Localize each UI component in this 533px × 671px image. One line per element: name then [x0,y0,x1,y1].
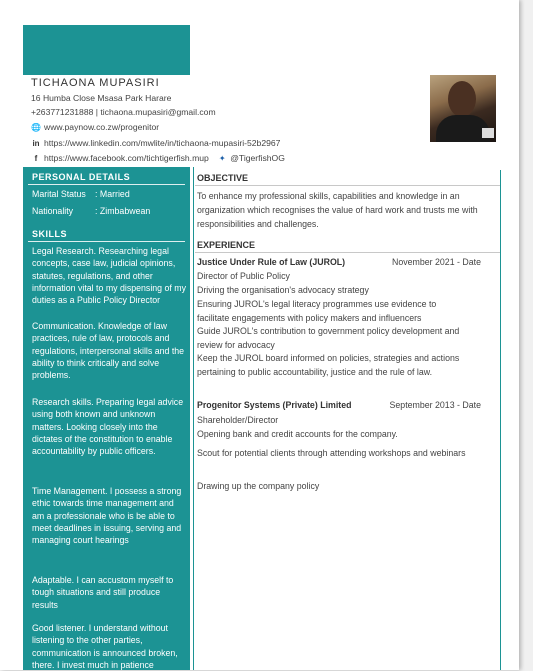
job-duty: Scout for potential clients through attending workshops and webinars [197,448,466,458]
address: 16 Humba Close Msasa Park Harare [31,93,172,103]
job-duty: Keep the JUROL board informed on policies, strategies and actions pertaining to public accountability, justice and the rule of law. [197,353,460,377]
divider [28,241,185,242]
job-role: Shareholder/Director [197,415,279,425]
job-duty: Drawing up the company policy [197,481,320,491]
job-duty: Guide JUROL's contribution to government policy development and review for advocacy [197,326,460,350]
divider [195,185,500,186]
linkedin-link[interactable]: https://www.linkedin.com/mwlite/in/tichaona-mupasiri-52b2967 [44,138,281,148]
linkedin-line [31,138,280,148]
website-line [31,122,159,132]
experience-heading: EXPERIENCE [197,240,256,250]
profile-photo [430,75,496,142]
twitter-handle[interactable]: @TigerfishOG [230,153,285,163]
facebook-link[interactable]: https://www.facebook.com/tichtigerfish.mup [44,153,209,163]
objective-heading: OBJECTIVE [197,173,249,183]
job-duty: Ensuring JUROL's legal literacy programmes use evidence to facilitate engagements with policy makers and influencers [197,299,437,323]
main-left-border [193,167,194,670]
job-role: Director of Public Policy [197,271,290,281]
job-org: Justice Under Rule of Law (JUROL) [197,257,346,267]
facebook-icon: f [34,154,38,163]
job-duty: Driving the organisation's advocacy strategy [197,285,369,295]
globe-icon: 🌐 [31,123,41,132]
divider [28,184,185,185]
twitter-icon: ✦ [218,154,226,163]
website-link[interactable]: www.paynow.co.zw/progenitor [44,122,160,132]
objective-text: To enhance my professional skills, capabilities and knowledge in an organization which recognises the value of hard work and trusts me with responsibilities and challenges. [197,191,478,229]
header-accent-block [23,25,190,75]
skill-item: Adaptable. I can accustom myself to tough situations and still produce results [32,575,174,610]
skill-item: Research skills. Preparing legal advice using both known and unknown matters. Looking closely into the dictates of the constitution to enable accountability by public officers. [32,397,184,457]
job-date: November 2021 - Date [392,257,481,267]
personal-details-heading: PERSONAL DETAILS [32,172,131,182]
job-org: Progenitor Systems (Private) Limited [197,400,352,410]
skill-item: Legal Research. Researching legal concepts, case law, judicial opinions, statutes, regulations, and other information vital to my dispensing of my duties as a Public Policy Director [32,246,187,306]
personal-detail-row: Marital Status : Married [32,189,130,199]
skills-heading: SKILLS [32,229,68,239]
linkedin-icon: in [32,139,40,148]
job-duty: Opening bank and credit accounts for the company. [197,429,398,439]
skill-item: Communication. Knowledge of law practices, rule of law, protocols and regulations, interpersonal skills and the ability to think critically and solve problems. [32,321,185,381]
divider [195,252,500,253]
personal-detail-row: Nationality : Zimbabwean [32,206,151,216]
sidebar [23,167,190,670]
skill-item: Good listener. I understand without listening to the other parties, communication is announced broken, there. I invest much in patience [32,623,178,670]
skill-item: Time Management. I possess a strong ethic towards time management and am a professionale who is be able to meet deadlines in issuing, serving and managing court hearings [32,486,182,546]
social-line [31,153,285,163]
main-right-border [500,170,501,670]
job-date: September 2013 - Date [389,400,481,410]
candidate-name: TICHAONA MUPASIRI [31,77,160,89]
phone-email: +263771231888 | tichaona.mupasiri@gmail.com [31,107,216,117]
